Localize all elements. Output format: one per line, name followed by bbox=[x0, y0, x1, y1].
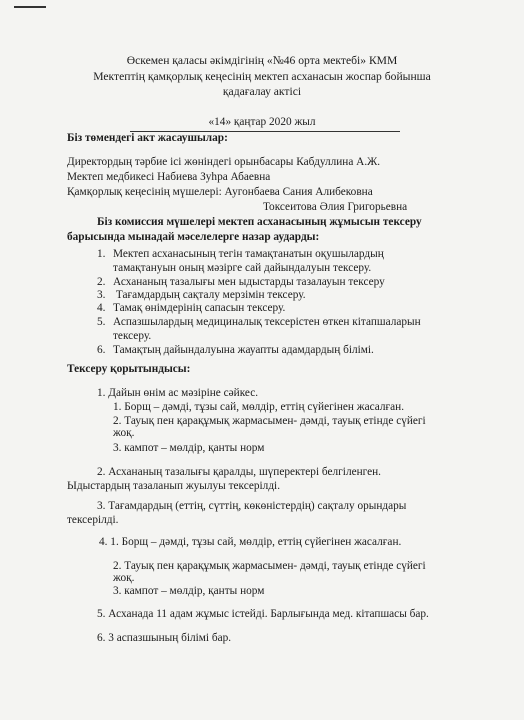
commission-line-2: барысында мынадай мәселелерге назар аударды: bbox=[67, 231, 320, 243]
result-6: 6. 3 аспазшының білімі бар. bbox=[97, 632, 232, 644]
result-1-sub-2: 2. Тауық пен қарақұмық жармасымен- дәмді, тауық етінде сүйегі bbox=[113, 415, 426, 427]
checklist-text: Мектеп асханасының тегін тамақтанатын оқушылардың bbox=[113, 248, 384, 260]
checklist-text: Аспазшылардың медициналық тексерістен өткен кітапшаларын bbox=[113, 316, 421, 328]
author-line-1: Директордың тәрбие ісі жөніндегі орынбасары Кабдуллина А.Ж. bbox=[67, 156, 381, 168]
checklist-item-6 bbox=[97, 344, 374, 357]
checklist-number: 6. bbox=[97, 344, 106, 356]
result-5: 5. Асханада 11 адам жұмыс істейді. Барлығында мед. кітапшасы бар. bbox=[97, 608, 429, 620]
checklist-number: 2. bbox=[97, 276, 106, 288]
author-line-2: Мектеп медбикесі Набиева Зуһра Абаевна bbox=[67, 171, 271, 183]
checklist-text: Тамақ өнімдерінің сапасын тексеру. bbox=[113, 302, 286, 314]
checklist-text: Тамақтың дайындалуына жауапты адамдардың білімі. bbox=[113, 344, 374, 356]
header-line-1: Өскемен қаласы әкімдігінің «№46 орта мектебі» КММ bbox=[126, 54, 398, 67]
result-4-sub-2-cont: жоқ. bbox=[113, 572, 135, 584]
result-3-line-2: тексерілді. bbox=[67, 514, 119, 526]
checklist-item-1-cont: тамақтануын оның мәзіргe сай дайындалуын тексеру. bbox=[113, 262, 372, 274]
checklist-number: 4. bbox=[97, 302, 106, 314]
result-4-sub-2: 2. Тауық пен қарақұмық жармасымен- дәмді, тауық етінде сүйегі bbox=[113, 560, 426, 572]
result-4-sub-3: 3. кампот – мөлдір, қанты норм bbox=[113, 585, 265, 597]
result-4-sub-1: 4. 1. Борщ – дәмді, тұзы сай, мөлдір, еттің сүйегінен жасалған. bbox=[99, 536, 402, 548]
result-2-line-1: 2. Асхананың тазалығы қаралды, шүперектері белгіленген. bbox=[97, 466, 382, 478]
result-1-sub-1: 1. Борщ – дәмді, тұзы сай, мөлдір, еттің сүйегінен жасалған. bbox=[113, 401, 405, 413]
result-2-line-2: Ыдыстардың тазаланып жуылуы тексерілді. bbox=[67, 480, 281, 492]
commission-line-1: Біз комиссия мүшелері мектеп асханасының жұмысын тексеру bbox=[97, 216, 422, 228]
checklist-item-5-cont: тексеру. bbox=[113, 330, 152, 342]
author-line-4: Токсеитова Әлия Григорьевна bbox=[263, 201, 408, 213]
results-heading: Тексеру қорытындысы: bbox=[67, 363, 191, 375]
checklist-number: 5. bbox=[97, 316, 106, 328]
result-3-line-1: 3. Тағамдардың (еттің, сүттің, көкөністердің) сақталу орындары bbox=[97, 500, 407, 512]
header-line-2: Мектептің қамқорлық кеңесінің мектеп асханасын жоспар бойынша bbox=[93, 70, 431, 83]
checklist-number: 3. bbox=[97, 289, 106, 301]
act-date: «14» қаңтар 2020 жыл bbox=[208, 116, 316, 128]
checklist-item-2 bbox=[97, 276, 385, 289]
checklist-number: 1. bbox=[97, 248, 106, 260]
checklist-text: Тағамдардың сақталу мерзімін тексеру. bbox=[113, 289, 306, 301]
header-line-3: қадағалау актісі bbox=[222, 85, 302, 98]
authors-heading: Біз төмендегі акт жасаушылар: bbox=[67, 132, 228, 144]
result-1-sub-2-cont: жоқ. bbox=[113, 427, 135, 439]
checklist-text: Асхананың тазалығы мен ыдыстарды тазалауын тексеру bbox=[113, 276, 385, 288]
scan-mark bbox=[14, 6, 46, 8]
author-line-3: Қамқорлық кеңесінің мүшелері: Аугонбаева Сания Алибековна bbox=[67, 186, 373, 198]
checklist-item-4 bbox=[97, 302, 285, 315]
result-1-sub-3: 3. кампот – мөлдір, қанты норм bbox=[113, 442, 265, 454]
checklist-item-1 bbox=[97, 248, 384, 261]
checklist-item-5 bbox=[97, 316, 421, 329]
result-1-title: 1. Дайын өнім ас мәзіріне сәйкес. bbox=[97, 387, 259, 399]
checklist-item-3 bbox=[97, 289, 306, 302]
